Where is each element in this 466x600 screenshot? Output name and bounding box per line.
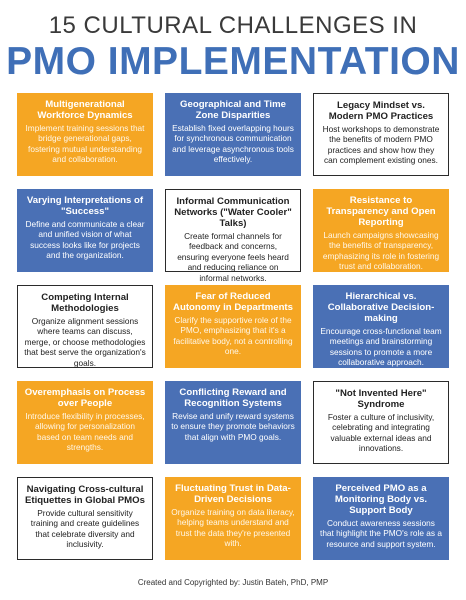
card-body: Revise and unify reward systems to ensure they promote behaviors that align with PMO goals. bbox=[171, 411, 295, 442]
card-body: Provide cultural sensitivity training and create guidelines that celebrate diversity and inclusivity. bbox=[30, 508, 140, 550]
card-title: Multigenerational Workforce Dynamics bbox=[37, 99, 133, 121]
challenge-card bbox=[313, 285, 449, 368]
card-body: Establish fixed overlapping hours for synchronous communication and leverage asynchronous tools effectively. bbox=[172, 123, 294, 165]
card-title: Navigating Cross-cultural Etiquettes in Global PMOs bbox=[25, 484, 145, 506]
challenge-card bbox=[17, 381, 153, 464]
card-title: Perceived PMO as a Monitoring Body vs. Support Body bbox=[334, 483, 428, 516]
card-body: Host workshops to demonstrate the benefits of modern PMO practices and show how they can complement existing ones. bbox=[322, 124, 440, 166]
card-body: Conduct awareness sessions that highlight the PMO's role as a resource and support system. bbox=[320, 518, 442, 549]
card-body: Organize alignment sessions where teams can discuss, merge, or choose methodologies that best serve the organization's goals. bbox=[24, 316, 146, 368]
card-body: Clarify the supportive role of the PMO, emphasizing that it's a facilitative body, not a controlling one. bbox=[173, 315, 293, 357]
card-title: Competing Internal Methodologies bbox=[41, 292, 129, 314]
challenge-card bbox=[165, 477, 301, 560]
challenge-card bbox=[165, 93, 301, 176]
challenge-card bbox=[313, 477, 449, 560]
card-body: Encourage cross-functional team meetings and brainstorming sessions to promote a more collaborative approach. bbox=[320, 326, 442, 368]
card-title: Resistance to Transparency and Open Reporting bbox=[326, 195, 436, 228]
title-line-1: 15 CULTURAL CHALLENGES IN bbox=[48, 12, 418, 39]
card-title: Varying Interpretations of "Success" bbox=[26, 195, 144, 217]
challenge-card bbox=[17, 477, 153, 560]
card-title: Geographical and Time Zone Disparities bbox=[180, 99, 286, 121]
footer-credit: Created and Copyrighted by: Justin Bateh, PhD, PMP bbox=[137, 578, 329, 587]
challenge-card bbox=[165, 285, 301, 368]
card-title: "Not Invented Here" Syndrome bbox=[335, 388, 427, 410]
title-line-2: PMO IMPLEMENTATION bbox=[6, 40, 460, 83]
card-title: Hierarchical vs. Collaborative Decision-making bbox=[327, 291, 435, 324]
card-title: Fluctuating Trust in Data-Driven Decisions bbox=[175, 483, 291, 505]
card-body: Create formal channels for feedback and concerns, ensuring everyone feels heard and reducing reliance on informal networks. bbox=[177, 231, 289, 283]
challenge-card bbox=[313, 93, 449, 176]
card-title: Overemphasis on Process over People bbox=[24, 387, 146, 409]
challenge-card bbox=[313, 189, 449, 272]
challenge-card bbox=[17, 285, 153, 368]
card-body: Introduce flexibility in processes, allowing for personalization based on team needs and strengths. bbox=[25, 411, 145, 453]
card-title: Legacy Mindset vs. Modern PMO Practices bbox=[328, 100, 434, 122]
challenge-card bbox=[165, 189, 301, 283]
card-title: Conflicting Reward and Recognition Systems bbox=[179, 387, 287, 409]
challenge-card bbox=[313, 381, 449, 464]
card-body: Foster a culture of inclusivity, celebrating and integrating valuable external ideas and innovations. bbox=[327, 412, 435, 454]
card-title: Informal Communication Networks ("Water Cooler" Talks) bbox=[174, 196, 292, 229]
challenge-card bbox=[165, 381, 301, 464]
card-body: Implement training sessions that bridge generational gaps, fostering mutual understanding and collaboration. bbox=[25, 123, 145, 165]
card-body: Organize training on data literacy, helping teams understand and trust the data they're presented with. bbox=[171, 507, 295, 549]
card-body: Define and communicate a clear and unified vision of what success looks like for projects and the organization. bbox=[25, 219, 145, 261]
card-title: Fear of Reduced Autonomy in Departments bbox=[173, 291, 293, 313]
challenge-card bbox=[17, 189, 153, 272]
challenge-card bbox=[17, 93, 153, 176]
card-body: Launch campaigns showcasing the benefits of transparency, emphasizing its role in fostering trust and collaboration. bbox=[322, 230, 440, 272]
challenge-grid bbox=[17, 93, 449, 560]
